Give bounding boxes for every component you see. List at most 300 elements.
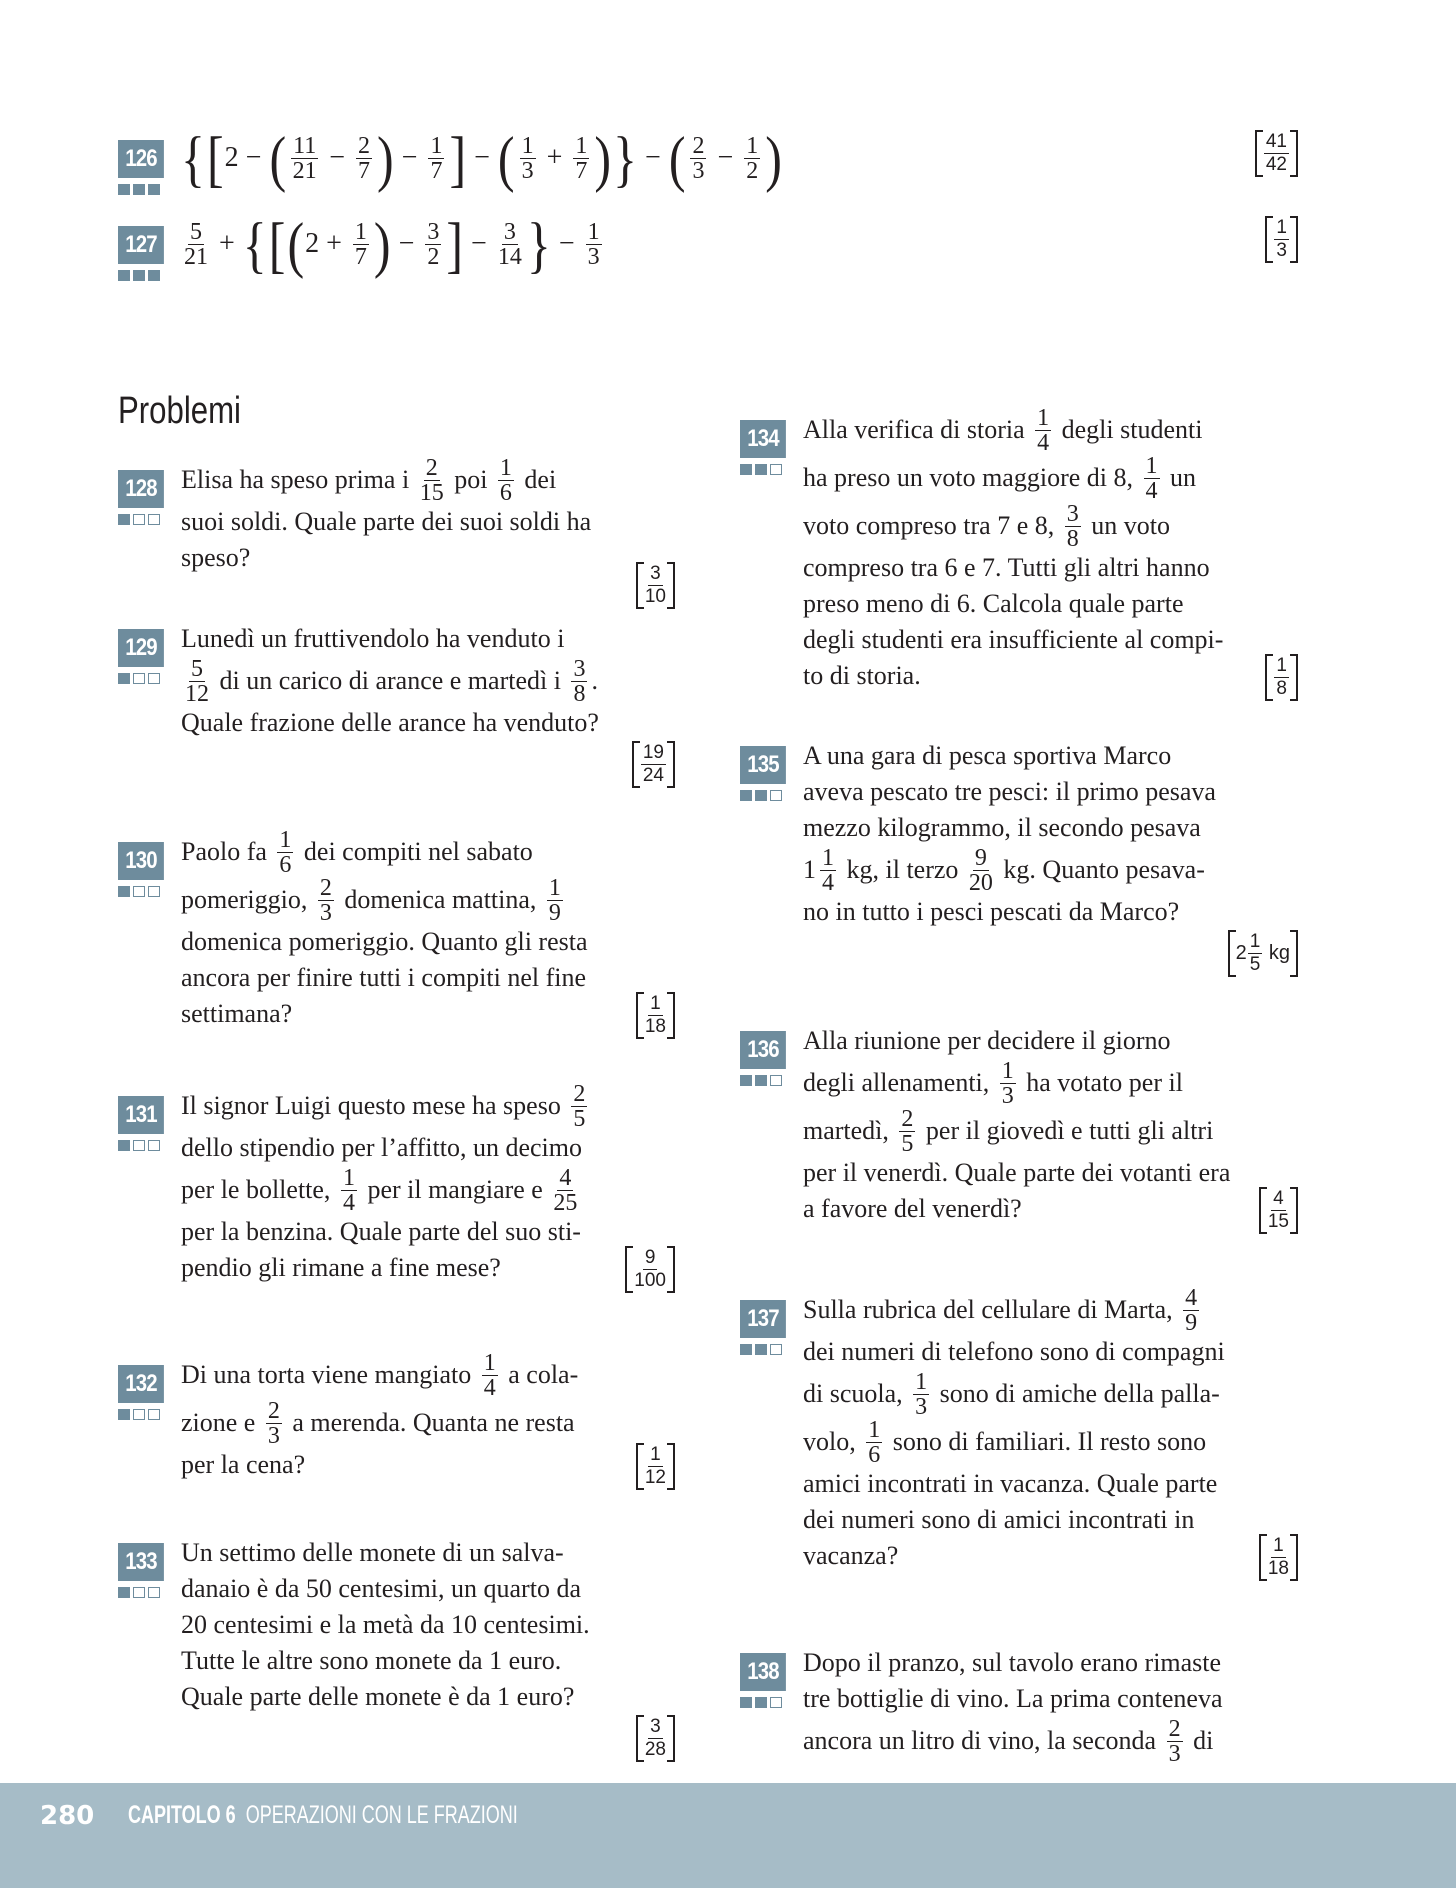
text-segment: 2 + [305,228,349,259]
difficulty-square-filled [118,184,130,195]
numerator: 5 [191,655,203,682]
fraction [644,1717,667,1760]
fraction [1273,218,1290,261]
numerator: 2 [267,1397,280,1424]
fraction [349,218,373,270]
fraction [644,994,667,1037]
answer-bracket [1265,216,1298,263]
fraction-stack [586,218,602,270]
denominator: 9 [548,899,561,926]
difficulty-square-filled [740,464,752,475]
fraction [582,218,606,270]
text-segment: . [591,666,598,695]
text-segment: − [391,228,422,259]
text-segment: ancora per finire tutti i compiti nel fine [181,963,587,992]
exercise-number: 134 [740,420,786,458]
fraction-stack [634,1248,666,1291]
problem-text [181,621,675,788]
denominator: 8 [1066,525,1079,552]
fraction [909,1368,933,1420]
text-segment: Il signor Luigi questo mese ha speso [181,1091,568,1120]
fraction-stack [866,1416,882,1468]
fraction-stack [353,218,369,270]
text-line [803,1418,1298,1466]
text-line [181,621,675,657]
text-segment: degli studenti era insufficiente al compi- [803,625,1224,654]
denominator: 2 [746,157,759,184]
denominator: 7 [358,157,371,184]
denominator: 7 [430,157,443,184]
fraction-stack [1248,932,1263,975]
text-segment: a merenda. Quanta ne resta [285,1408,575,1437]
text-line [803,1645,1298,1681]
fraction [644,564,667,607]
denominator: 18 [1267,1558,1289,1579]
expression-line [180,123,1298,193]
fraction-stack [645,564,666,607]
exercise-number: 130 [118,842,164,880]
fraction-stack [547,874,563,926]
answer-bracket [1259,1187,1298,1234]
numerator: 1 [868,1416,881,1443]
bracket: ] [449,123,467,193]
fraction-stack [1065,500,1081,552]
bracket: [ [207,123,224,193]
fraction [965,844,997,896]
difficulty-indicator [118,270,164,281]
text-segment: per le bollette, [181,1175,337,1204]
text-segment: aveva pescato tre pesci: il primo pesava [803,777,1216,806]
denominator: 100 [634,1270,666,1291]
text-segment: dei numeri di telefono sono di compagni [803,1337,1225,1366]
text-line [803,1717,1298,1765]
difficulty-indicator [740,1075,786,1086]
answer-bracket [636,1715,675,1762]
numerator: 1 [746,132,759,159]
text-segment: a cola- [501,1360,579,1389]
text-line [181,1214,675,1250]
exercise-number-badge [740,1300,786,1355]
numerator: 1 [822,844,834,871]
text-segment: ancora un litro di vino, la seconda [803,1726,1163,1755]
fraction [180,218,212,270]
difficulty-indicator [118,184,164,195]
chapter-number: CAPITOLO 6 [128,1801,236,1829]
exercise-number: 136 [740,1031,786,1069]
text-line [803,550,1298,586]
fraction-stack [1000,1057,1016,1109]
fraction [1061,500,1085,552]
numerator: 4 [1185,1284,1198,1311]
text-segment: zione e [181,1408,262,1437]
bracket: ) [594,123,612,193]
text-segment: un [1163,463,1196,492]
text-segment: dello stipendio per l’affitto, un decimo [181,1133,582,1162]
bracket: ) [377,123,394,193]
numerator: 9 [644,1247,656,1268]
text-line [803,1681,1298,1717]
fraction-stack [820,844,836,896]
answer [181,741,675,788]
denominator: 18 [644,1016,666,1037]
numerator: 1 [499,454,512,481]
exercise-number: 126 [118,140,164,178]
numerator: 2 [358,132,371,159]
difficulty-square-empty [148,1587,160,1598]
difficulty-square-filled [740,790,752,801]
text-segment: + [539,142,570,173]
answer [181,562,675,609]
fraction-stack [645,1717,666,1760]
exercise-number: 127 [118,226,164,264]
text-segment: di un carico di arance e martedì i [213,666,568,695]
difficulty-square-filled [118,270,130,281]
fraction-stack [899,1105,915,1157]
numerator: 2 [319,874,332,901]
page-number: 280 [40,1801,95,1831]
difficulty-square-empty [148,514,160,525]
text-segment: kg [1263,942,1290,964]
denominator: 6 [279,851,292,878]
denominator: 7 [354,243,367,270]
fraction [1179,1284,1203,1336]
difficulty-square-empty [133,1409,145,1420]
problem-text [803,738,1298,977]
difficulty-square-filled [740,1344,752,1355]
fraction [644,1445,667,1488]
denominator: 8 [1276,678,1287,699]
fraction-stack [1268,1189,1289,1232]
difficulty-indicator [740,1344,786,1355]
fraction-stack [520,132,536,184]
numerator: 1 [279,826,292,853]
exercise-number: 137 [740,1300,786,1338]
answer-bracket [632,741,675,788]
denominator: 10 [644,586,666,607]
difficulty-square-filled [118,886,130,897]
difficulty-square-filled [118,673,130,684]
denominator: 4 [483,1374,496,1401]
bracket: } [613,123,638,193]
denominator: 2 [427,243,440,270]
text-line [803,1502,1298,1538]
difficulty-square-filled [148,270,160,281]
numerator: 1 [483,1349,496,1376]
bracket: { [181,123,205,193]
fraction [262,1397,286,1449]
text-segment: settimana? [181,999,293,1028]
fraction [424,132,448,184]
text-segment: Paolo fa [181,837,274,866]
fraction-stack [573,132,589,184]
numerator: 1 [430,132,443,159]
difficulty-square-filled [133,184,145,195]
difficulty-square-filled [133,270,145,281]
exercise-number-badge [740,746,786,801]
denominator: 9 [1185,1309,1198,1336]
text-segment: domenica mattina, [337,885,543,914]
text-segment: speso? [181,543,251,572]
denominator: 3 [521,157,534,184]
denominator: 15 [419,479,444,506]
text-segment: 20 centesimi e la metà da 10 centesimi. [181,1610,590,1639]
fraction [314,874,338,926]
text-segment: + [212,228,242,259]
exercise-number-badge [118,629,164,684]
answer-bracket [636,1443,675,1490]
fraction [549,1164,581,1216]
fraction-stack [277,826,293,878]
text-segment: poi [447,465,494,494]
text-line [181,924,675,960]
exercise-number-badge [740,420,786,475]
text-line [803,1334,1298,1370]
text-segment: di scuola, [803,1379,910,1408]
answer-bracket [625,1246,675,1293]
text-segment: per il venerdì. Quale parte dei votanti era [803,1158,1231,1187]
exercise-number-badge [118,140,164,195]
text-segment: per la benzina. Quale parte del suo sti- [181,1217,581,1246]
bracket: [ [268,209,286,279]
text-segment: ha votato per il [1019,1068,1183,1097]
numerator: 3 [427,218,440,245]
text-segment: tre bottiglie di vino. La prima conteneva [803,1684,1223,1713]
bracket: ( [269,123,287,193]
exercise-number-badge [740,1031,786,1086]
text-line [803,586,1298,622]
numerator: 11 [293,132,317,159]
exercise-number: 135 [740,746,786,784]
numerator: 1 [915,1368,928,1395]
denominator: 5 [901,1130,914,1157]
text-segment: dei numeri sono di amici incontrati in [803,1505,1195,1534]
text-line [181,1535,675,1571]
problem-text [803,406,1298,701]
fraction [516,132,540,184]
text-segment: vacanza? [803,1541,899,1570]
text-line [181,1607,675,1643]
exercise-number: 138 [740,1653,786,1691]
denominator: 24 [642,765,664,786]
numerator: 1 [587,218,600,245]
text-segment: compreso tra 6 e 7. Tutti gli altri hanno [803,553,1210,582]
fraction-stack [318,874,334,926]
text-segment: dei compiti nel sabato [297,837,533,866]
text-line [803,502,1298,550]
expression [180,209,1298,279]
text-line [803,894,1298,930]
difficulty-indicator [740,790,786,801]
fraction-stack [356,132,372,184]
denominator: 3 [1001,1082,1014,1109]
fraction [543,874,567,926]
text-line [803,406,1298,454]
numerator: 3 [573,655,586,682]
exercise-number: 129 [118,629,164,667]
fraction-stack [341,1164,357,1216]
numerator: 3 [650,1716,661,1737]
fraction-stack [913,1368,929,1420]
fraction [416,454,448,506]
numerator: 2 [425,454,438,481]
difficulty-indicator [740,464,786,475]
difficulty-indicator [740,1697,786,1708]
chapter-label [128,1801,518,1830]
fraction [1273,656,1290,699]
text-segment: Sulla rubrica del cellulare di Marta, [803,1295,1180,1324]
fraction [1163,1715,1187,1767]
difficulty-square-filled [755,464,767,475]
problem-text [803,1286,1298,1581]
denominator: 20 [968,869,993,896]
text-line [181,1166,675,1214]
text-segment: per il giovedì e tutti gli altri [919,1116,1214,1145]
text-line [803,774,1298,810]
numerator: 1 [1037,404,1050,431]
numerator: 1 [650,993,661,1014]
problem-text [803,1023,1298,1234]
text-line [181,1679,675,1715]
text-segment: − [551,228,582,259]
text-segment: voto compreso tra 7 e 8, [803,511,1061,540]
text-segment: to di storia. [803,661,921,690]
denominator: 4 [342,1189,355,1216]
text-segment: Un settimo delle monete di un salva- [181,1538,564,1567]
fraction-stack [1035,404,1051,456]
fraction-stack [184,218,208,270]
bracket: { [242,209,267,279]
text-segment: − [464,228,494,259]
denominator: 4 [1145,477,1158,504]
numerator: 1 [575,132,588,159]
denominator: 12 [185,680,209,707]
numerator: 9 [974,844,987,871]
difficulty-square-filled [755,1344,767,1355]
numerator: 1 [1249,931,1261,952]
exercise-number: 133 [118,1543,164,1581]
text-line [181,657,675,705]
denominator: 3 [587,243,600,270]
numerator: 2 [692,132,705,159]
text-segment: per il mangiare e [360,1175,550,1204]
fraction-stack [1167,1715,1183,1767]
numerator: 1 [1276,217,1287,238]
bracket: ) [765,123,782,193]
difficulty-square-empty [770,464,782,475]
denominator: 21 [292,157,317,184]
numerator: 4 [559,1164,572,1191]
fraction-stack [498,454,514,506]
text-segment: no in tutto i pesci pescati da Marco? [803,897,1180,926]
text-segment: Di una torta viene mangiato [181,1360,478,1389]
fraction [1263,132,1290,175]
difficulty-square-empty [148,1140,160,1151]
fraction-stack [1183,1284,1199,1336]
denominator: 3 [1276,240,1287,261]
text-segment: − [322,142,353,173]
numerator: 1 [650,1444,661,1465]
bracket: ( [497,123,515,193]
fraction [181,655,213,707]
difficulty-square-filled [148,184,160,195]
text-segment: − [710,142,741,173]
numerator: 3 [1066,500,1079,527]
denominator: 3 [692,157,705,184]
denominator: 3 [1168,1740,1181,1767]
text-line [181,1351,675,1399]
fraction-stack [968,844,993,896]
difficulty-square-empty [133,1140,145,1151]
difficulty-square-filled [755,790,767,801]
text-segment: pendio gli rimane a fine mese? [181,1253,501,1282]
text-line [803,1023,1298,1059]
text-line [803,846,1298,894]
fraction [1031,404,1055,456]
exercise-number: 131 [118,1096,164,1134]
numerator: 3 [650,563,661,584]
text-line [803,1466,1298,1502]
bracket: ( [668,123,686,193]
text-line [181,1571,675,1607]
fraction [569,132,593,184]
text-line [181,504,675,540]
text-segment: Elisa ha speso prima i [181,465,416,494]
text-segment: dei [517,465,557,494]
text-line [181,1082,675,1130]
fraction [895,1105,919,1157]
problem-text [181,1082,675,1293]
exercise-number-badge [118,1543,164,1598]
fraction-stack [1264,132,1289,175]
text-segment: sono di familiari. Il resto sono [886,1427,1207,1456]
text-line [181,960,675,996]
fraction [478,1349,502,1401]
difficulty-square-empty [770,1344,782,1355]
text-line [803,738,1298,774]
fraction-stack [425,218,441,270]
text-segment: amici incontrati in vacanza. Quale parte [803,1469,1218,1498]
fraction-stack [645,994,666,1037]
exercise-number: 132 [118,1365,164,1403]
text-line [181,828,675,876]
numerator: 1 [1145,452,1158,479]
difficulty-square-empty [770,790,782,801]
denominator: 4 [822,869,834,896]
denominator: 6 [868,1441,881,1468]
text-segment: − [394,142,425,173]
fraction [686,132,710,184]
problem-text [803,1645,1298,1765]
text-segment: per la cena? [181,1450,306,1479]
denominator: 15 [1267,1211,1289,1232]
fraction [567,1080,591,1132]
fraction-stack [645,1445,666,1488]
text-segment: preso meno di 6. Calcola quale parte [803,589,1184,618]
exercise-number-badge [118,226,164,281]
text-line [803,622,1298,658]
answer-bracket [636,562,675,609]
fraction [494,218,526,270]
denominator: 4 [1037,429,1050,456]
denominator: 28 [644,1739,666,1760]
fraction-stack [428,132,444,184]
answer [1265,216,1298,263]
difficulty-indicator [118,1140,164,1151]
denominator: 3 [267,1422,280,1449]
numerator: 1 [342,1164,355,1191]
difficulty-square-filled [740,1075,752,1086]
numerator: 2 [901,1105,914,1132]
